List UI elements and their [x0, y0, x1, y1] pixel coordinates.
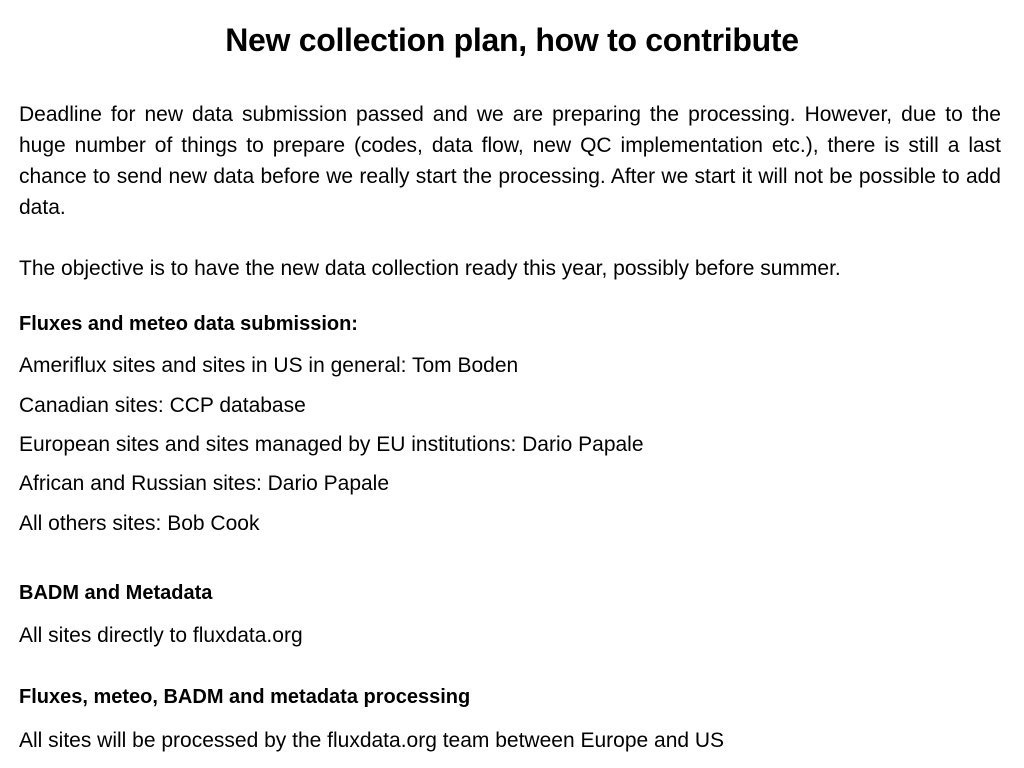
fluxes-item-european: European sites and sites managed by EU institutions: Dario Papale — [19, 433, 644, 456]
intro-paragraph-objective: The objective is to have the new data collection ready this year, possibly before summer. — [19, 257, 841, 280]
slide-title: New collection plan, how to contribute — [225, 22, 799, 58]
intro-paragraph-deadline: Deadline for new data submission passed and we are preparing the processing. However, due to the huge number of things to prepare (codes, data flow, new QC implementation etc.), there is still a last chance to send new data before we really start the processing. After we start it will not be possible to add data. — [19, 103, 1001, 219]
fluxes-item-ameriflux: Ameriflux sites and sites in US in general: Tom Boden — [19, 354, 519, 377]
badm-section-heading: BADM and Metadata — [19, 582, 213, 604]
processing-section-text: All sites will be processed by the fluxdata.org team between Europe and US — [19, 729, 725, 752]
fluxes-item-others: All others sites: Bob Cook — [19, 512, 260, 535]
badm-section-text: All sites directly to fluxdata.org — [19, 624, 303, 647]
fluxes-item-canadian: Canadian sites: CCP database — [19, 394, 306, 417]
processing-section-heading: Fluxes, meteo, BADM and metadata processing — [19, 686, 471, 708]
fluxes-section-heading: Fluxes and meteo data submission: — [19, 313, 358, 335]
fluxes-item-african-russian: African and Russian sites: Dario Papale — [19, 472, 390, 495]
